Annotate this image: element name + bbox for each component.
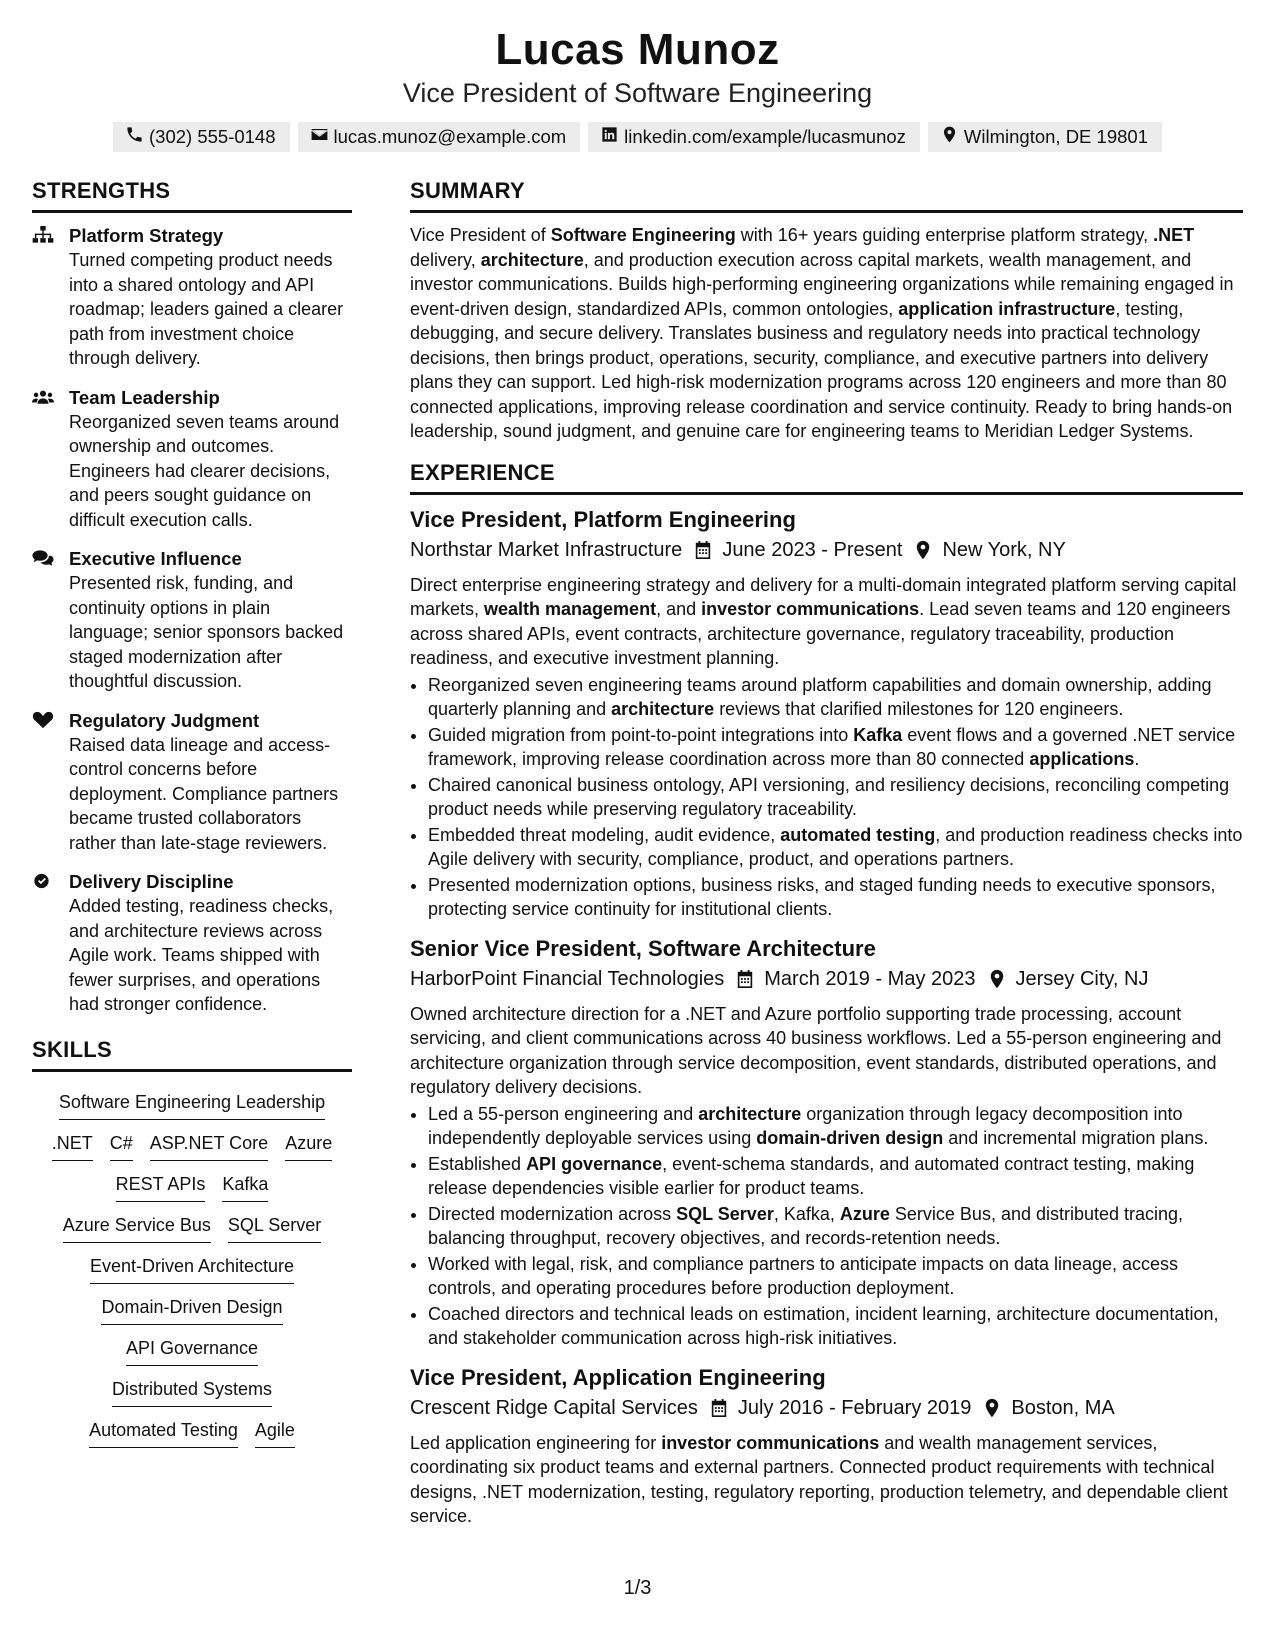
skill-tag: C# xyxy=(110,1131,133,1161)
strength-desc: Presented risk, funding, and continuity options in plain language; senior sponsors backed staged modernization after thoughtful discussion. xyxy=(69,573,344,691)
contact-email-text[interactable]: lucas.munoz@example.com xyxy=(333,126,567,147)
experience-list xyxy=(410,505,1243,1529)
skill-tag: SQL Server xyxy=(228,1213,321,1243)
skill-row xyxy=(59,1090,325,1120)
users-icon xyxy=(32,385,69,533)
text-run: , testing, debugging, and secure delivery. Translates business and regulatory needs into practical technology decisions, then brings product, operations, security, compliance, and executive partners into delivery plans they can support. Led high-risk modernization programs across 120 engineers and more than 80 connected applications, improving release coordination and service continuity. Ready to bring hands-on leadership, sound judgment, and genuine care for engineering teams to Meridian Ledger Systems. xyxy=(410,298,1233,441)
bullet-item xyxy=(428,1202,1243,1251)
location-pin-icon xyxy=(914,540,932,560)
skill-tag: Azure Service Bus xyxy=(63,1213,211,1243)
bullet-item xyxy=(428,823,1243,872)
calendar-icon xyxy=(736,969,754,989)
bullet-item xyxy=(428,1252,1243,1301)
job-meta xyxy=(410,964,1243,994)
job-bullets xyxy=(410,1102,1243,1351)
contact-linkedin-text[interactable]: linkedin.com/example/lucasmunoz xyxy=(624,126,906,147)
bold-keyword: automated testing xyxy=(780,824,936,845)
skill-tag: .NET xyxy=(52,1131,93,1161)
contact-phone-text: (302) 555-0148 xyxy=(149,126,276,147)
skill-row xyxy=(126,1336,258,1366)
job-dates: March 2019 - May 2023 xyxy=(764,967,976,990)
text-run: and wealth management services, coordinating six product teams and external partners. Connected product requirements with technical designs, .NET modernization, testing, regulatory reporting, production telemetry, and dependable client service. xyxy=(410,1432,1228,1526)
contact-linkedin[interactable] xyxy=(588,122,920,152)
skill-row xyxy=(52,1131,332,1161)
job-title: Senior Vice President, Software Architecture xyxy=(410,935,876,961)
job-description xyxy=(410,1431,1243,1529)
skill-row xyxy=(63,1213,321,1243)
location-pin-icon xyxy=(988,969,1006,989)
experience-heading: EXPERIENCE xyxy=(410,460,1243,495)
skill-tag: REST APIs xyxy=(116,1172,206,1202)
text-run: event flows and a governed .NET service framework, improving release coordination across more than 80 connected xyxy=(428,724,1236,769)
strength-desc: Raised data lineage and access-control concerns before deployment. Compliance partners became trusted collaborators rather than late-stage reviewers. xyxy=(69,734,339,853)
strength-desc: Reorganized seven teams around ownership and outcomes. Engineers had clearer decisions, and peers sought guidance on difficult execution calls. xyxy=(69,411,340,530)
linkedin-icon xyxy=(600,125,619,149)
bold-keyword: Kafka xyxy=(853,724,903,745)
job-location: Jersey City, NJ xyxy=(1015,967,1149,990)
text-run: Established xyxy=(428,1153,527,1174)
bold-keyword: architecture xyxy=(480,249,584,270)
job-location: New York, NY xyxy=(942,538,1066,561)
text-run: reviews that clarified milestones for 120 engineers. xyxy=(714,699,1124,719)
bullet-item xyxy=(428,1102,1243,1151)
calendar-icon xyxy=(694,540,712,560)
strength-desc: Added testing, readiness checks, and architecture reviews across Agile work. Teams shipped with fewer surprises, and operations had stronger confidence. xyxy=(69,896,334,1014)
skill-tag: Agile xyxy=(255,1418,295,1448)
job-location: Boston, MA xyxy=(1011,1396,1115,1419)
text-run: Presented modernization options, business risks, and staged funding needs to executive sponsors, protecting service continuity for institutional clients. xyxy=(428,874,1216,919)
resume-header xyxy=(0,0,1275,152)
text-run: , and production readiness checks into Agile delivery with security, compliance, product, and operations partners. xyxy=(428,824,1243,869)
heart-icon xyxy=(32,708,69,856)
skills-list xyxy=(32,1090,352,1448)
bold-keyword: architecture xyxy=(698,1103,802,1124)
skill-tag: ASP.NET Core xyxy=(150,1131,268,1161)
text-run: Owned architecture direction for a .NET and Azure portfolio supporting trade processing, account servicing, and client communications across 40 business workflows. Led a 55-person engineering and architecture organization through service decomposition, event standards, distributed operations, and regulatory delivery decisions. xyxy=(410,1003,1222,1097)
company-name: HarborPoint Financial Technologies xyxy=(410,967,725,990)
skill-tag: Kafka xyxy=(222,1172,268,1202)
strength-item xyxy=(32,869,352,1017)
bullet-item xyxy=(428,1152,1243,1201)
bold-keyword: applications xyxy=(1029,749,1135,769)
phone-icon xyxy=(125,125,144,149)
job-entry xyxy=(410,505,1243,922)
text-run: . xyxy=(1134,749,1140,769)
text-run: organization through legacy decomposition into independently deployable services using xyxy=(428,1103,1183,1148)
text-run: Led a 55-person engineering and xyxy=(428,1103,699,1124)
page-number: 1/3 xyxy=(623,1577,652,1599)
skill-row xyxy=(101,1295,282,1325)
text-run: Coached directors and technical leads on estimation, incident learning, architecture documentation, and stakeholder communication across high-risk initiatives. xyxy=(428,1303,1219,1348)
job-title: Vice President, Application Engineering xyxy=(410,1364,826,1390)
skill-row xyxy=(116,1172,269,1202)
bullet-item xyxy=(428,1302,1243,1351)
comments-icon xyxy=(32,546,69,694)
text-run: , Kafka, xyxy=(773,1203,840,1224)
candidate-name: Lucas Munoz xyxy=(495,25,780,74)
text-run: Direct enterprise engineering strategy and delivery for a multi-domain integrated platform serving capital markets, xyxy=(410,574,1237,619)
bold-keyword: Azure xyxy=(839,1203,890,1224)
skill-tag: Automated Testing xyxy=(89,1418,238,1448)
text-run: Service Bus, and distributed tracing, balancing throughput, recovery objectives, and records-retention needs. xyxy=(428,1203,1184,1248)
left-column xyxy=(32,178,352,1448)
bold-keyword: wealth management xyxy=(484,599,657,619)
summary-heading: SUMMARY xyxy=(410,178,1243,213)
text-run: Embedded threat modeling, audit evidence, xyxy=(428,824,781,845)
summary-text xyxy=(410,223,1243,444)
candidate-title: Vice President of Software Engineering xyxy=(402,78,873,108)
bullet-item xyxy=(428,723,1243,772)
contact-email[interactable] xyxy=(298,122,581,152)
location-pin-icon xyxy=(940,125,959,149)
strength-title: Executive Influence xyxy=(69,548,242,569)
text-run: Chaired canonical business ontology, API versioning, and resiliency decisions, reconciling competing product needs while preserving regulatory traceability. xyxy=(428,774,1230,819)
job-bullets xyxy=(410,673,1243,922)
text-run: with 16+ years guiding enterprise platform strategy, xyxy=(735,225,1154,245)
text-run: and incremental migration plans. xyxy=(943,1128,1209,1148)
job-title: Vice President, Platform Engineering xyxy=(410,506,796,532)
text-run: Guided migration from point-to-point integrations into xyxy=(428,724,854,745)
strength-desc: Turned competing product needs into a shared ontology and API roadmap; leaders gained a clearer path from investment choice through delivery. xyxy=(69,250,344,368)
bold-keyword: investor communications xyxy=(661,1432,880,1453)
text-run: Led application engineering for xyxy=(410,1432,662,1453)
job-meta xyxy=(410,535,1243,565)
strength-title: Delivery Discipline xyxy=(69,871,234,892)
location-pin-icon xyxy=(983,1398,1001,1418)
skill-row xyxy=(89,1418,295,1448)
skill-tag: API Governance xyxy=(126,1336,258,1366)
skill-tag: Software Engineering Leadership xyxy=(59,1090,325,1120)
contact-location-text: Wilmington, DE 19801 xyxy=(963,126,1148,147)
text-run: , event-schema standards, and automated contract testing, making release dependencies visible earlier for product teams. xyxy=(428,1153,1195,1198)
text-run: delivery, xyxy=(410,249,481,270)
text-run: . Lead seven teams and 120 engineers across shared APIs, event contracts, architecture governance, regulatory traceability, production readiness, and executive investment planning. xyxy=(410,599,1231,668)
bold-keyword: architecture xyxy=(611,699,715,719)
text-run: , and production execution across capital markets, wealth management, and investor communications. Builds high-performing engineering organizations while remaining engaged in event-driven design, standardized APIs, common ontologies, xyxy=(410,249,1234,319)
bold-keyword: Software Engineering xyxy=(550,225,736,245)
bold-keyword: .NET xyxy=(1153,225,1195,245)
bullet-item xyxy=(428,873,1243,922)
contact-phone xyxy=(113,122,290,152)
envelope-icon xyxy=(310,125,329,149)
strength-title: Team Leadership xyxy=(69,386,220,408)
job-meta xyxy=(410,1393,1243,1423)
company-name: Crescent Ridge Capital Services xyxy=(410,1396,698,1419)
skills-section xyxy=(32,1037,352,1448)
skill-tag: Azure xyxy=(285,1131,332,1161)
text-run: Directed modernization across xyxy=(428,1203,677,1224)
job-description xyxy=(410,573,1243,671)
skills-heading: SKILLS xyxy=(32,1037,352,1072)
job-dates: June 2023 - Present xyxy=(722,538,903,561)
bullet-item xyxy=(428,773,1243,822)
strengths-heading: STRENGTHS xyxy=(32,178,352,213)
bullet-item xyxy=(428,673,1243,722)
strength-title: Platform Strategy xyxy=(69,225,224,246)
contact-location xyxy=(928,122,1162,152)
skill-tag: Distributed Systems xyxy=(112,1377,272,1407)
calendar-icon xyxy=(710,1398,728,1418)
skill-tag: Event-Driven Architecture xyxy=(90,1254,294,1284)
company-name: Northstar Market Infrastructure xyxy=(410,538,683,561)
right-column xyxy=(410,178,1243,1541)
text-run: Vice President of xyxy=(410,225,551,245)
text-run: Worked with legal, risk, and compliance partners to anticipate impacts on data lineage, access controls, and operating procedures before production deployment. xyxy=(428,1253,1179,1298)
skill-row xyxy=(112,1377,272,1407)
skill-row xyxy=(90,1254,294,1284)
contact-bar xyxy=(0,122,1275,152)
bold-keyword: application infrastructure xyxy=(898,298,1116,319)
check-circle-icon xyxy=(32,869,69,1017)
skill-tag: Domain-Driven Design xyxy=(101,1295,282,1325)
bold-keyword: domain-driven design xyxy=(756,1128,944,1148)
job-dates: July 2016 - February 2019 xyxy=(737,1396,972,1419)
strength-item xyxy=(32,708,352,856)
job-entry xyxy=(410,934,1243,1351)
strength-item xyxy=(32,385,352,533)
text-run: Reorganized seven engineering teams around platform capabilities and domain ownership, adding quarterly planning and xyxy=(428,674,1212,719)
job-description xyxy=(410,1002,1243,1100)
strength-item xyxy=(32,223,352,371)
bold-keyword: SQL Server xyxy=(676,1203,774,1224)
job-entry xyxy=(410,1363,1243,1529)
strength-item xyxy=(32,546,352,694)
sitemap-icon xyxy=(32,223,69,371)
text-run: , and xyxy=(656,599,702,619)
bold-keyword: investor communications xyxy=(701,599,920,619)
bold-keyword: API governance xyxy=(526,1153,663,1174)
strength-title: Regulatory Judgment xyxy=(69,709,260,731)
